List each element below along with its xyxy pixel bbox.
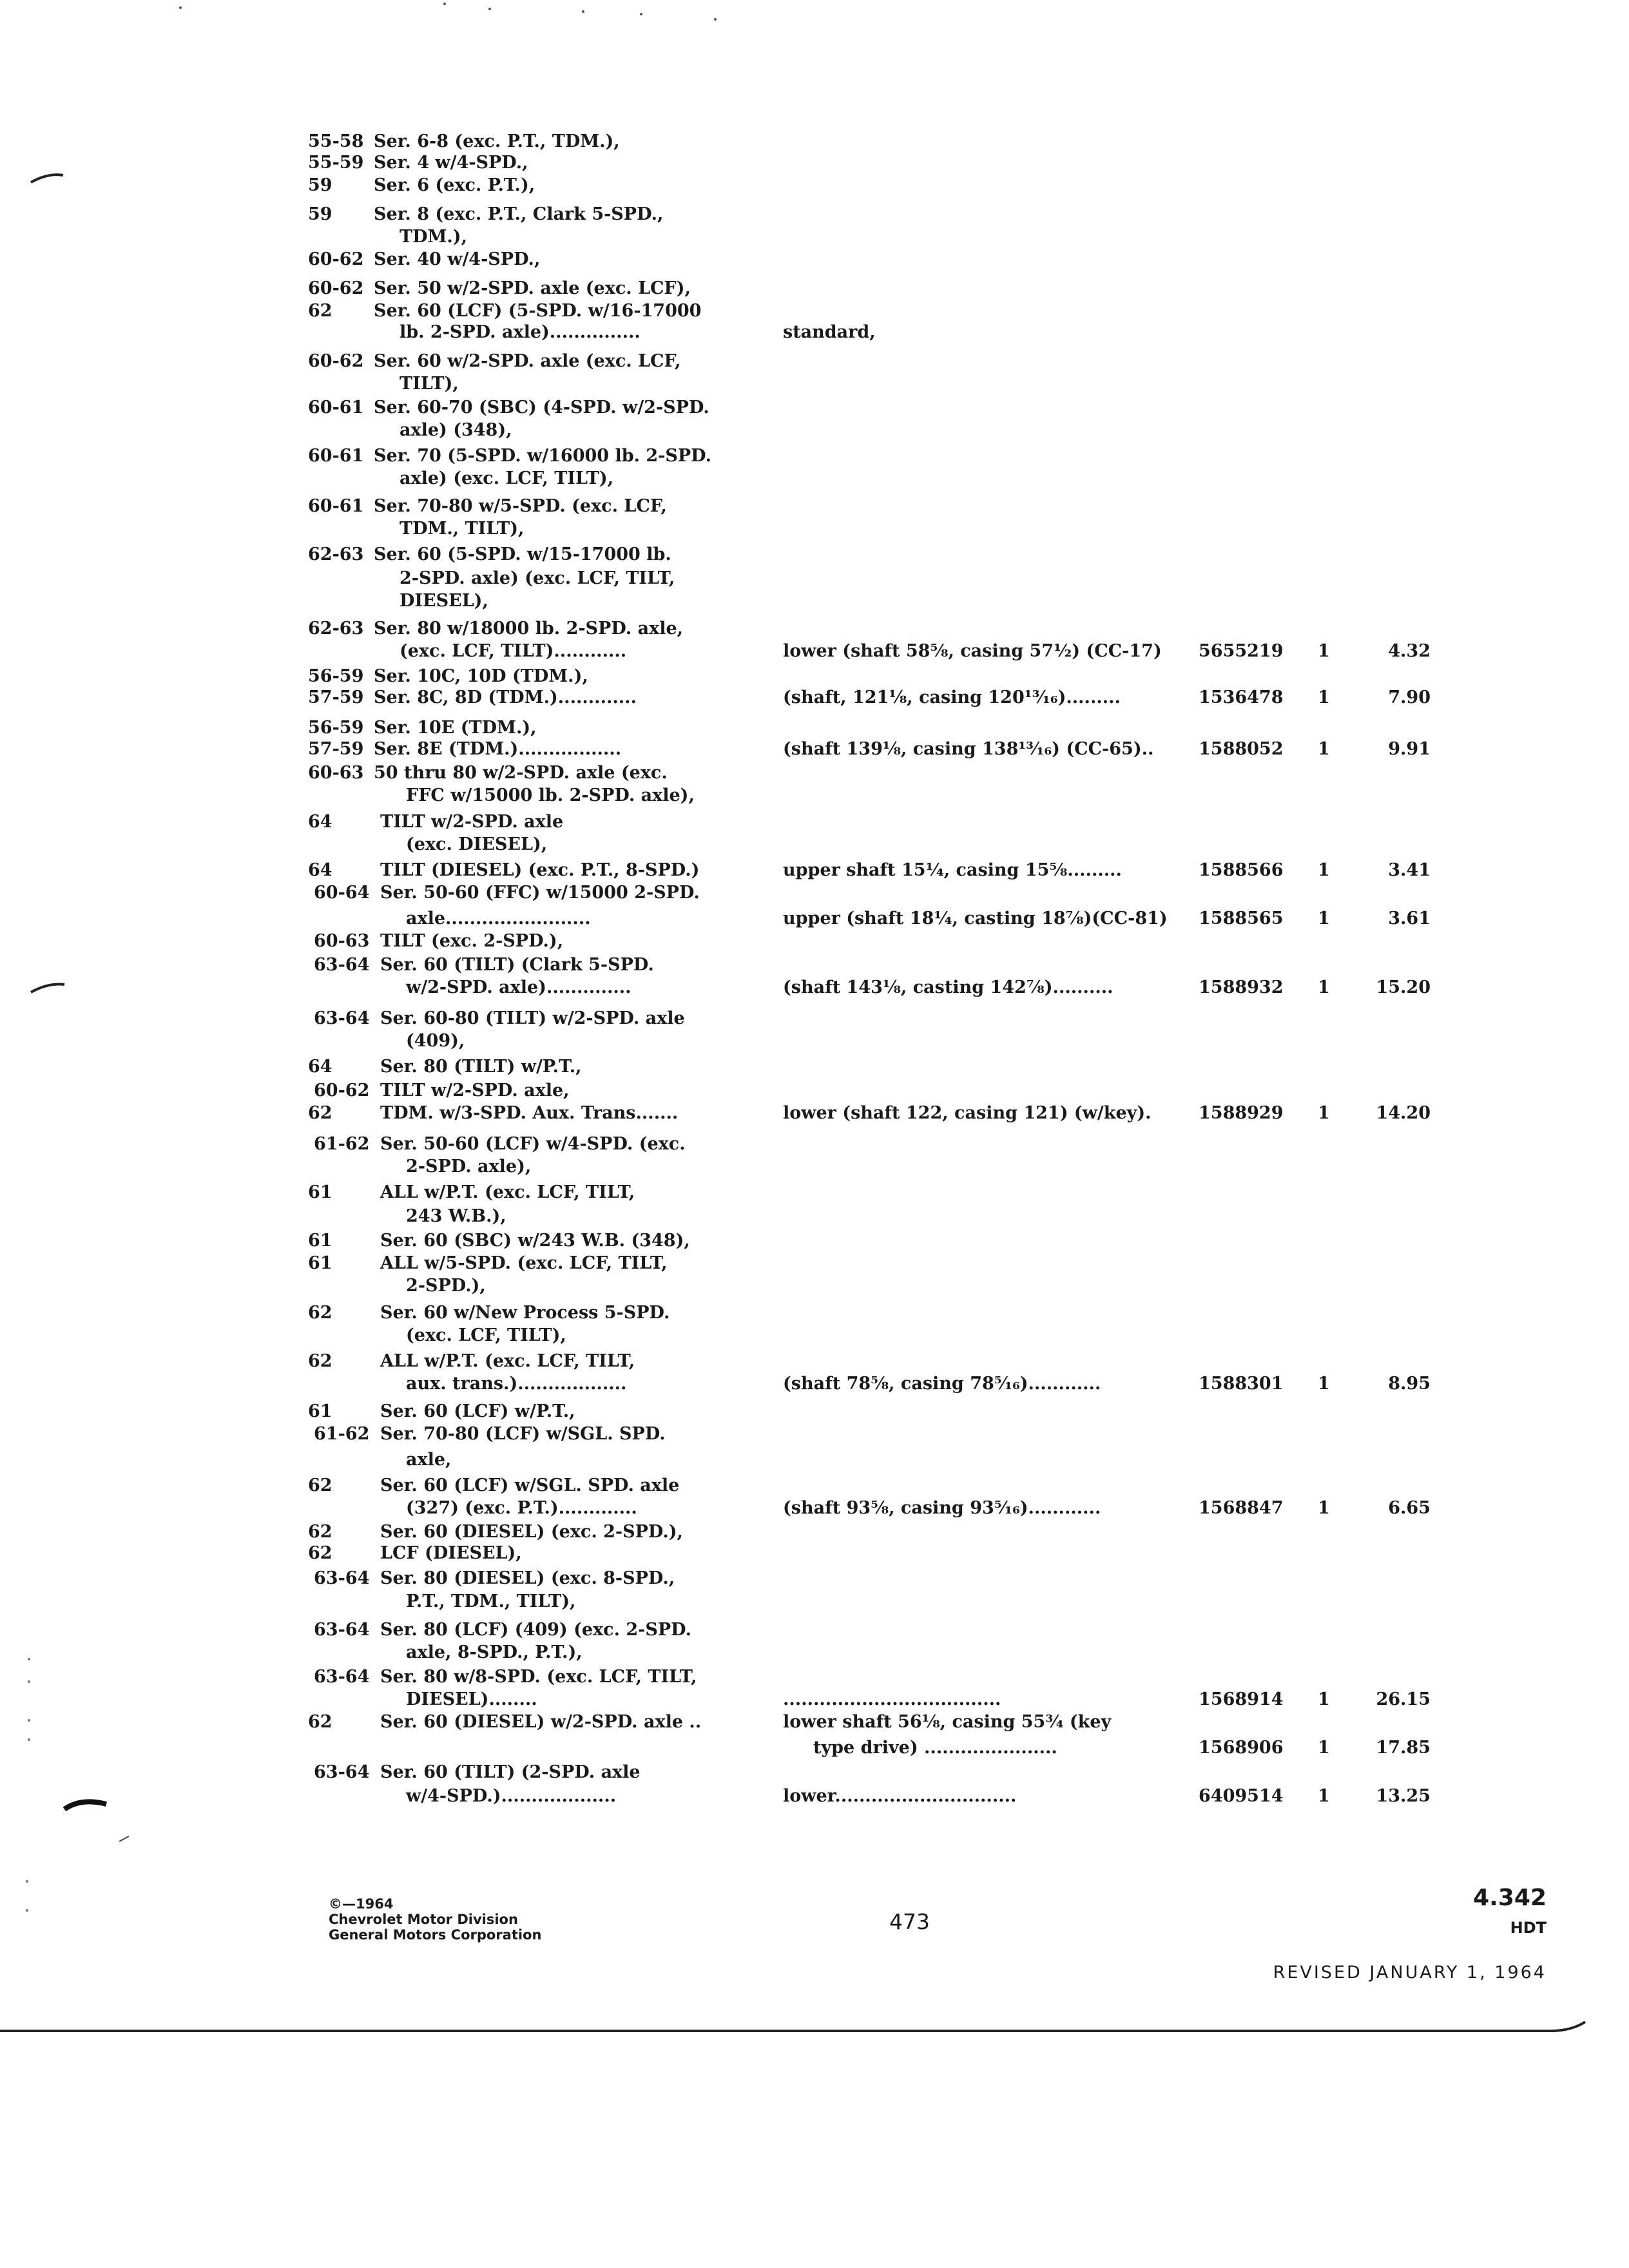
application-text: 243 W.B.), xyxy=(406,1206,506,1226)
listing-line xyxy=(0,1761,1629,1784)
part-description: lower.............................. xyxy=(783,1786,1017,1806)
listing-line xyxy=(0,859,1629,882)
application-text: TILT (DIESEL) (exc. P.T., 8-SPD.) xyxy=(380,860,700,880)
part-number: 1568847 xyxy=(1199,1498,1284,1518)
listing-line xyxy=(0,1474,1629,1497)
application-text: aux. trans.).................. xyxy=(406,1374,627,1394)
application-text: Ser. 60 (TILT) (2-SPD. axle xyxy=(380,1762,641,1782)
application-text: axle, 8-SPD., P.T.), xyxy=(406,1642,583,1662)
model-year: 62 xyxy=(308,1351,333,1371)
part-number: 1588301 xyxy=(1199,1374,1284,1394)
application-text: Ser. 8E (TDM.)................. xyxy=(374,739,622,759)
listing-line xyxy=(0,1302,1629,1325)
quantity: 1 xyxy=(1318,977,1330,997)
application-text: FFC w/15000 lb. 2-SPD. axle), xyxy=(406,785,695,805)
listing-line xyxy=(0,833,1629,856)
model-year: 59 xyxy=(308,175,333,195)
listing-line xyxy=(0,930,1629,953)
application-text: Ser. 70-80 (LCF) w/SGL. SPD. xyxy=(380,1424,666,1444)
model-year: 62 xyxy=(308,301,333,321)
part-number: 1588932 xyxy=(1199,977,1284,997)
listing-line xyxy=(0,1055,1629,1079)
application-text: Ser. 60-70 (SBC) (4-SPD. w/2-SPD. xyxy=(374,398,709,418)
part-description: type drive) ...................... xyxy=(813,1738,1057,1758)
part-description: (shaft 93⅝, casing 93⁵⁄₁₆)............ xyxy=(783,1498,1101,1518)
listing-line xyxy=(0,1666,1629,1689)
listing-line xyxy=(0,1423,1629,1446)
price: 14.20 xyxy=(1376,1103,1431,1123)
part-description: (shaft 143⅛, casting 142⅞).......... xyxy=(783,977,1113,997)
model-year: 61 xyxy=(308,1401,333,1421)
listing-line xyxy=(0,277,1629,300)
listing-line xyxy=(0,1155,1629,1178)
part-description: (shaft 78⅝, casing 78⁵⁄₁₆)............ xyxy=(783,1374,1101,1394)
listing-line xyxy=(0,248,1629,271)
quantity: 1 xyxy=(1318,641,1330,661)
copyright-year: ©—1964 xyxy=(329,1896,394,1912)
part-description: lower shaft 56⅛, casing 55¾ (key xyxy=(783,1712,1112,1732)
application-text: axle) (exc. LCF, TILT), xyxy=(400,468,613,488)
application-text: Ser. 60-80 (TILT) w/2-SPD. axle xyxy=(380,1008,685,1028)
application-text: Ser. 60 (TILT) (Clark 5-SPD. xyxy=(380,955,654,975)
part-description: (shaft, 121⅛, casing 120¹³⁄₁₆)......... xyxy=(783,687,1121,707)
application-text: Ser. 60 (SBC) w/243 W.B. (348), xyxy=(380,1231,690,1251)
price: 3.41 xyxy=(1388,860,1431,880)
model-year: 64 xyxy=(308,860,333,880)
listing-line xyxy=(0,567,1629,590)
price: 8.95 xyxy=(1388,1374,1431,1394)
price: 26.15 xyxy=(1376,1689,1431,1709)
price: 7.90 xyxy=(1388,687,1431,707)
listing-line xyxy=(0,1274,1629,1298)
part-number: 6409514 xyxy=(1199,1786,1284,1806)
quantity: 1 xyxy=(1318,860,1330,880)
copyright-block xyxy=(329,1896,541,1943)
listing-line xyxy=(0,1324,1629,1347)
quantity: 1 xyxy=(1318,687,1330,707)
application-text: ALL w/P.T. (exc. LCF, TILT, xyxy=(380,1182,635,1202)
model-year: 55-59 xyxy=(308,153,364,173)
application-text: ALL w/P.T. (exc. LCF, TILT, xyxy=(380,1351,635,1371)
model-year: 60-64 xyxy=(314,883,370,903)
listing-line xyxy=(0,590,1629,613)
application-text: Ser. 10E (TDM.), xyxy=(374,718,537,738)
model-year: 63-64 xyxy=(314,1667,370,1687)
quantity: 1 xyxy=(1318,1498,1330,1518)
application-text: P.T., TDM., TILT), xyxy=(406,1591,576,1611)
listing-line xyxy=(0,640,1629,663)
revised-date: REVISED JANUARY 1, 1964 xyxy=(1273,1963,1547,1983)
application-text: DIESEL)........ xyxy=(406,1689,537,1709)
listing-line xyxy=(0,1400,1629,1423)
part-number: 1588929 xyxy=(1199,1103,1284,1123)
application-text: 2-SPD. axle), xyxy=(406,1157,532,1177)
model-year: 57-59 xyxy=(308,739,364,759)
application-text: Ser. 50-60 (LCF) w/4-SPD. (exc. xyxy=(380,1134,686,1154)
application-text: axle, xyxy=(406,1450,452,1470)
model-year: 56-59 xyxy=(308,718,364,738)
application-text: DIESEL), xyxy=(400,591,488,611)
model-year: 57-59 xyxy=(308,687,364,707)
listing-line xyxy=(0,1448,1629,1472)
model-year: 63-64 xyxy=(314,955,370,975)
listing-line xyxy=(0,495,1629,518)
model-year: 60-62 xyxy=(308,351,364,371)
model-year: 64 xyxy=(308,812,333,832)
application-text: (exc. LCF, TILT)............ xyxy=(400,641,627,661)
listing-line xyxy=(0,881,1629,905)
application-text: lb. 2-SPD. axle)............... xyxy=(400,322,641,342)
model-year: 63-64 xyxy=(314,1620,370,1640)
application-text: TDM., TILT), xyxy=(400,519,525,539)
model-year: 56-59 xyxy=(308,666,364,686)
listing-line xyxy=(0,1736,1629,1760)
listing-line xyxy=(0,1079,1629,1102)
model-year: 62 xyxy=(308,1712,333,1732)
quantity: 1 xyxy=(1318,1374,1330,1394)
application-text: (exc. DIESEL), xyxy=(406,834,548,854)
part-number: 1568914 xyxy=(1199,1689,1284,1709)
model-year: 61 xyxy=(308,1231,333,1251)
listing-line xyxy=(0,1133,1629,1156)
application-text: 2-SPD. axle) (exc. LCF, TILT, xyxy=(400,568,675,588)
model-year: 62 xyxy=(308,1103,333,1123)
part-number: 1588565 xyxy=(1199,908,1284,928)
part-number: 1588052 xyxy=(1199,739,1284,759)
price: 9.91 xyxy=(1388,739,1431,759)
part-description: upper shaft 15¼, casing 15⅝......... xyxy=(783,860,1122,880)
application-text: TILT), xyxy=(400,374,459,394)
application-text: Ser. 60 (LCF) w/SGL. SPD. axle xyxy=(380,1475,680,1495)
listing-line xyxy=(0,517,1629,541)
application-text: Ser. 6 (exc. P.T.), xyxy=(374,175,535,195)
listing-line xyxy=(0,396,1629,419)
model-year: 62 xyxy=(308,1522,333,1542)
part-description: upper (shaft 18¼, casting 18⅞)(CC-81) xyxy=(783,908,1168,928)
listing-line xyxy=(0,1641,1629,1664)
listing-line xyxy=(0,1252,1629,1275)
listing-line xyxy=(0,203,1629,226)
listing-line xyxy=(0,762,1629,785)
application-text: Ser. 8C, 8D (TDM.)............. xyxy=(374,687,637,707)
price: 15.20 xyxy=(1376,977,1431,997)
part-number: 1536478 xyxy=(1199,687,1284,707)
application-text: TILT (exc. 2-SPD.), xyxy=(380,931,564,951)
model-year: 62-63 xyxy=(308,619,364,639)
listing-line xyxy=(0,1229,1629,1253)
listing-line xyxy=(0,665,1629,688)
listing-line xyxy=(0,1688,1629,1711)
listing-line xyxy=(0,467,1629,490)
listing-line xyxy=(0,151,1629,175)
application-text: Ser. 80 (DIESEL) (exc. 8-SPD., xyxy=(380,1568,675,1588)
price: 6.65 xyxy=(1388,1498,1431,1518)
application-text: Ser. 50 w/2-SPD. axle (exc. LCF), xyxy=(374,278,691,298)
listing-line xyxy=(0,1567,1629,1590)
listing-line xyxy=(0,1521,1629,1544)
listing-line xyxy=(0,1205,1629,1228)
listing-line xyxy=(0,226,1629,249)
application-text: w/4-SPD.)................... xyxy=(406,1786,617,1806)
listing-line xyxy=(0,976,1629,999)
part-description: lower (shaft 122, casing 121) (w/key). xyxy=(783,1103,1152,1123)
page-number: 473 xyxy=(889,1909,930,1934)
quantity: 1 xyxy=(1318,739,1330,759)
application-text: LCF (DIESEL), xyxy=(380,1543,522,1563)
application-text: Ser. 6-8 (exc. P.T., TDM.), xyxy=(374,131,620,151)
quantity: 1 xyxy=(1318,1786,1330,1806)
listing-line xyxy=(0,543,1629,566)
model-year: 62-63 xyxy=(308,544,364,564)
application-text: 2-SPD.), xyxy=(406,1276,486,1296)
model-year: 60-61 xyxy=(308,398,364,418)
application-text: (exc. LCF, TILT), xyxy=(406,1325,566,1345)
price: 4.32 xyxy=(1388,641,1431,661)
price: 17.85 xyxy=(1376,1738,1431,1758)
listing-line xyxy=(0,130,1629,153)
listing-line xyxy=(0,419,1629,442)
model-year: 62 xyxy=(308,1303,333,1323)
part-number: 1568906 xyxy=(1199,1738,1284,1758)
listing-line xyxy=(0,174,1629,197)
application-text: Ser. 60 (LCF) w/P.T., xyxy=(380,1401,575,1421)
model-year: 61-62 xyxy=(314,1134,370,1154)
listing-line xyxy=(0,321,1629,344)
application-text: Ser. 8 (exc. P.T., Clark 5-SPD., xyxy=(374,204,664,224)
application-text: Ser. 80 w/18000 lb. 2-SPD. axle, xyxy=(374,619,684,639)
division-name: Chevrolet Motor Division xyxy=(329,1912,518,1927)
application-text: TDM. w/3-SPD. Aux. Trans....... xyxy=(380,1103,679,1123)
part-description: lower (shaft 58⅝, casing 57½) (CC-17) xyxy=(783,641,1162,661)
model-year: 61-62 xyxy=(314,1424,370,1444)
quantity: 1 xyxy=(1318,908,1330,928)
application-text: TILT w/2-SPD. axle xyxy=(380,812,564,832)
listing-line xyxy=(0,1619,1629,1642)
model-year: 61 xyxy=(308,1182,333,1202)
listing-line xyxy=(0,617,1629,640)
listing-line xyxy=(0,1711,1629,1734)
application-text: w/2-SPD. axle).............. xyxy=(406,977,631,997)
application-text: axle........................ xyxy=(406,908,591,928)
model-year: 60-62 xyxy=(308,249,364,269)
listing-line xyxy=(0,784,1629,807)
part-number: 5655219 xyxy=(1199,641,1284,661)
application-text: Ser. 80 w/8-SPD. (exc. LCF, TILT, xyxy=(380,1667,697,1687)
application-text: Ser. 60 w/New Process 5-SPD. xyxy=(380,1303,670,1323)
listing-line xyxy=(0,445,1629,468)
section-code: HDT xyxy=(1510,1919,1547,1937)
application-text: 50 thru 80 w/2-SPD. axle (exc. xyxy=(374,763,668,783)
listing-line xyxy=(0,1181,1629,1204)
listing-line xyxy=(0,350,1629,373)
listing-line xyxy=(0,738,1629,761)
listing-line xyxy=(0,1497,1629,1520)
application-text: Ser. 10C, 10D (TDM.), xyxy=(374,666,588,686)
listing-line xyxy=(0,372,1629,396)
bottom-rule xyxy=(0,2017,1629,2055)
application-text: Ser. 60 (DIESEL) (exc. 2-SPD.), xyxy=(380,1522,683,1542)
model-year: 62 xyxy=(308,1475,333,1495)
quantity: 1 xyxy=(1318,1103,1330,1123)
application-text: Ser. 70-80 w/5-SPD. (exc. LCF, xyxy=(374,496,667,516)
model-year: 62 xyxy=(308,1543,333,1563)
model-year: 60-62 xyxy=(308,278,364,298)
quantity: 1 xyxy=(1318,1689,1330,1709)
model-year: 55-58 xyxy=(308,131,364,151)
listing-line xyxy=(0,811,1629,834)
application-text: Ser. 60 w/2-SPD. axle (exc. LCF, xyxy=(374,351,681,371)
model-year: 64 xyxy=(308,1057,333,1077)
application-text: Ser. 70 (5-SPD. w/16000 lb. 2-SPD. xyxy=(374,446,712,466)
application-text: TDM.), xyxy=(400,227,467,247)
listing-line xyxy=(0,300,1629,323)
listing-line xyxy=(0,1542,1629,1565)
listing-line xyxy=(0,907,1629,930)
application-text: Ser. 60 (5-SPD. w/15-17000 lb. xyxy=(374,544,671,564)
application-text: Ser. 40 w/4-SPD., xyxy=(374,249,541,269)
part-number: 1588566 xyxy=(1199,860,1284,880)
listing-line xyxy=(0,954,1629,977)
listing-line xyxy=(0,1102,1629,1125)
quantity: 1 xyxy=(1318,1738,1330,1758)
application-text: Ser. 4 w/4-SPD., xyxy=(374,153,528,173)
application-text: TILT w/2-SPD. axle, xyxy=(380,1081,570,1100)
model-year: 60-61 xyxy=(308,446,364,466)
model-year: 63-64 xyxy=(314,1568,370,1588)
listing-line xyxy=(0,686,1629,709)
part-description: standard, xyxy=(783,322,876,342)
listing-line xyxy=(0,1350,1629,1373)
part-description: (shaft 139⅛, casing 138¹³⁄₁₆) (CC-65).. xyxy=(783,739,1154,759)
model-year: 60-62 xyxy=(314,1081,370,1100)
section-number: 4.342 xyxy=(1473,1885,1547,1911)
listing-line xyxy=(0,1007,1629,1030)
price: 3.61 xyxy=(1388,908,1431,928)
application-text: Ser. 60 (LCF) (5-SPD. w/16-17000 xyxy=(374,301,702,321)
listing-line xyxy=(0,716,1629,740)
listing-line xyxy=(0,1372,1629,1396)
model-year: 60-61 xyxy=(308,496,364,516)
application-text: Ser. 80 (LCF) (409) (exc. 2-SPD. xyxy=(380,1620,692,1640)
application-text: axle) (348), xyxy=(400,420,512,440)
model-year: 63-64 xyxy=(314,1008,370,1028)
model-year: 63-64 xyxy=(314,1762,370,1782)
model-year: 60-63 xyxy=(308,763,364,783)
application-text: (409), xyxy=(406,1031,465,1051)
model-year: 61 xyxy=(308,1253,333,1273)
application-text: ALL w/5-SPD. (exc. LCF, TILT, xyxy=(380,1253,668,1273)
application-text: (327) (exc. P.T.)............. xyxy=(406,1498,637,1518)
application-text: Ser. 50-60 (FFC) w/15000 2-SPD. xyxy=(380,883,700,903)
listing-line xyxy=(0,1785,1629,1808)
model-year: 59 xyxy=(308,204,333,224)
part-description: .................................... xyxy=(783,1689,1001,1709)
application-text: Ser. 60 (DIESEL) w/2-SPD. axle .. xyxy=(380,1712,702,1732)
corporation-name: General Motors Corporation xyxy=(329,1927,542,1943)
listing-line xyxy=(0,1030,1629,1053)
model-year: 60-63 xyxy=(314,931,370,951)
listing-line xyxy=(0,1590,1629,1613)
application-text: Ser. 80 (TILT) w/P.T., xyxy=(380,1057,582,1077)
price: 13.25 xyxy=(1376,1786,1431,1806)
